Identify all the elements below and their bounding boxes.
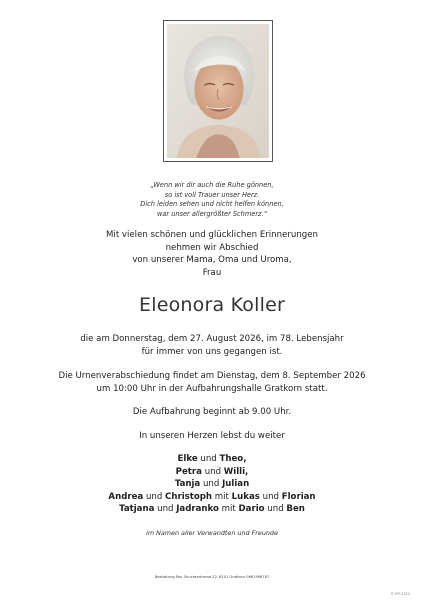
portrait-photo: [167, 24, 269, 158]
family-connector: und: [262, 491, 279, 502]
family-list: [0, 453, 424, 516]
death-notice-line: für immer von uns gegangen ist.: [141, 346, 283, 357]
family-line: [0, 478, 424, 491]
family-line: [0, 466, 424, 479]
family-line: [0, 453, 424, 466]
quote-line: war unser allergrößter Schmerz.“: [156, 209, 268, 218]
family-member: Jadranko: [176, 504, 219, 515]
ceremony-line: Die Urnenverabschiedung findet am Dienstag, dem 8. September 2026: [58, 371, 366, 381]
death-notice: [0, 333, 424, 358]
family-member: Florian: [281, 491, 316, 502]
family-member: Willi,: [223, 466, 249, 477]
closing-line: im Namen aller Verwandten und Freunde: [146, 529, 278, 537]
family-connector: und: [157, 504, 174, 515]
family-connector: und: [267, 504, 284, 515]
intro-text: [0, 229, 424, 279]
memorial-quote: [0, 181, 424, 219]
intro-line: nehmen wir Abschied: [165, 242, 259, 253]
family-connector: und: [204, 466, 222, 477]
family-member: Tanja: [174, 479, 201, 490]
quote-line: Dich leiden sehen und nicht helfen können,: [140, 200, 284, 209]
document-code: © EP 5121: [390, 592, 410, 596]
family-member: Julian: [222, 479, 250, 490]
family-member: Dario: [238, 504, 265, 515]
hearts-line: In unseren Herzen lebst du weiter: [139, 431, 285, 441]
family-member: Theo,: [219, 454, 247, 464]
family-member: Tatjana: [119, 504, 155, 515]
family-member: Elke: [177, 454, 198, 464]
intro-line: Mit vielen schönen und glücklichen Erinnerungen: [106, 230, 318, 240]
death-notice-line: die am Donnerstag, dem 27. August 2026, im 78. Lebensjahr: [80, 334, 344, 344]
ceremony-info: [0, 370, 424, 395]
family-connector: und: [145, 491, 163, 502]
family-connector: und: [202, 479, 220, 490]
viewing-info: Die Aufbahrung beginnt ab 9.00 Uhr.: [132, 407, 292, 417]
intro-line: von unserer Mama, Oma und Uroma,: [132, 255, 292, 266]
quote-line: „Wenn wir dir auch die Ruhe gönnen,: [150, 181, 274, 189]
portrait-photo-frame: [163, 20, 273, 162]
family-member: Andrea: [108, 491, 144, 502]
family-member: Lukas: [231, 491, 260, 502]
funeral-home-footer: Bestattung Pax, Bruckerstrasse 22, 8101 Gratkorn 0661998787: [154, 575, 270, 579]
family-line: [0, 503, 424, 516]
family-connector: mit: [221, 504, 236, 515]
family-member: Christoph: [165, 491, 213, 502]
family-member: Petra: [175, 466, 202, 477]
intro-line: Frau: [202, 267, 222, 278]
ceremony-line: um 10:00 Uhr in der Aufbahrungshalle Gratkorn statt.: [96, 383, 328, 394]
quote-line: so ist voll Trauer unser Herz.: [164, 190, 260, 199]
deceased-name: Eleonora Koller: [139, 294, 285, 316]
family-connector: mit: [214, 491, 229, 502]
family-connector: und: [200, 454, 217, 464]
family-line: [0, 491, 424, 504]
family-member: Ben: [286, 504, 305, 515]
